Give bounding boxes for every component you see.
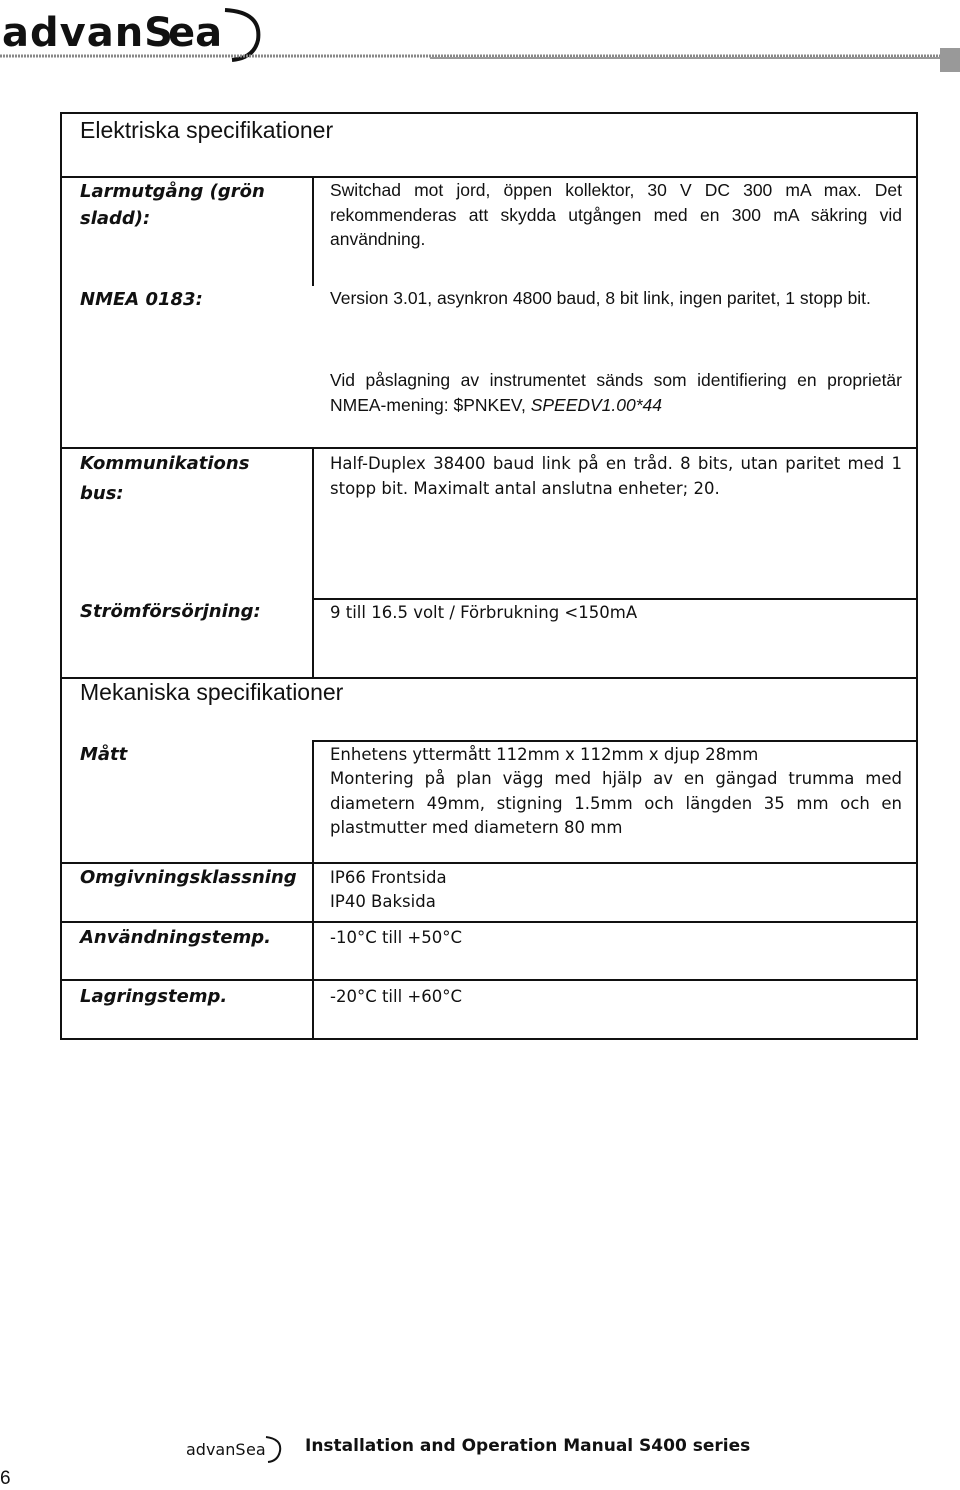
nmea-identification-value [330, 368, 902, 417]
nmea-identification-text: Vid påslagning av instrumentet sänds som identifiering en proprietär NMEA-mening: $PNKEV, [330, 370, 902, 415]
ip-back-value: IP40 Baksida [330, 892, 436, 911]
nmea-value: Version 3.01, asynkron 4800 baud, 8 bit link, ingen paritet, 1 stopp bit. [330, 288, 871, 308]
dimensions-label: Mått [80, 744, 128, 765]
specifications-table [60, 112, 918, 1040]
ip-front-value: IP66 Frontsida [330, 868, 447, 887]
header-decoration [0, 44, 960, 72]
table-divider [62, 921, 918, 923]
column-divider [312, 447, 314, 679]
alarm-output-value: Switchad mot jord, öppen kollektor, 30 V DC 300 mA max. Det rekommenderas att skydda utgången med en 300 mA säkring vid användning. [330, 180, 902, 249]
column-divider [312, 740, 314, 1040]
page-number: 6 [0, 1468, 11, 1489]
dimensions-value: Enhetens yttermått 112mm x 112mm x djup 28mm [330, 745, 759, 764]
mounting-value: Montering på plan vägg med hjälp av en gängad trumma med diametern 49mm, stigning 1.5mm och längden 35 mm och en plastmutter med diametern 80 mm [330, 769, 902, 837]
table-divider [312, 740, 918, 742]
storage-temp-label: Lagringstemp. [80, 986, 228, 1007]
operating-temp-label: Användningstemp. [80, 927, 272, 948]
footer-logo [186, 1433, 282, 1465]
alarm-output-label: Larmutgång (grön sladd): [80, 181, 265, 229]
comm-bus-value: Half-Duplex 38400 baud link på en tråd. 8 bits, utan paritet med 1 stopp bit. Maximalt antal anslutna enheter; 20. [330, 454, 902, 498]
storage-temp-value: -20°C till +60°C [330, 987, 463, 1006]
power-label: Strömförsörjning: [80, 601, 261, 622]
operating-temp-value: -10°C till +50°C [330, 928, 463, 947]
svg-text:ea: ea [246, 1440, 266, 1459]
svg-text:ea: ea [168, 10, 223, 56]
table-divider [62, 447, 918, 449]
nmea-label: NMEA 0183: [80, 289, 203, 310]
power-value: 9 till 16.5 volt / Förbrukning <150mA [330, 603, 638, 622]
comm-bus-label-line2: bus: [80, 483, 124, 504]
column-divider [312, 176, 314, 286]
mechanical-heading: Mekaniska specifikationer [80, 679, 344, 705]
comm-bus-label-line1: Kommunikations [80, 453, 250, 474]
footer-title: Installation and Operation Manual S400 series [305, 1436, 751, 1456]
table-divider [62, 979, 918, 981]
table-divider [312, 598, 918, 600]
svg-text:advanS: advanS [2, 10, 174, 56]
electrical-heading: Elektriska specifikationer [80, 117, 334, 143]
nmea-sentence-code: SPEEDV1.00*44 [530, 394, 663, 415]
environment-class-label: Omgivningsklassning [80, 867, 297, 888]
svg-text:advanS: advanS [186, 1440, 246, 1459]
